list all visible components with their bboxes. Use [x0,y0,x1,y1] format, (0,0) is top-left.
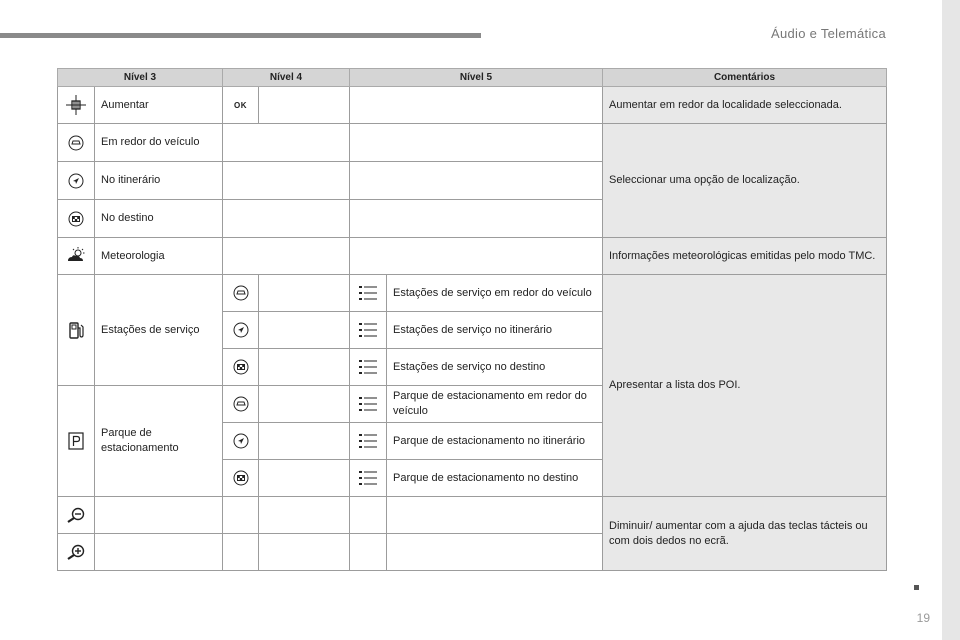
list-icon [350,386,387,423]
menu-item-weather: Meteorologia [95,238,223,275]
destination-flag-icon [223,349,259,386]
comment-zoom-touch: Diminuir/ aumentar com a ajuda das teclas tácteis ou com dois dedos no ecrã. [603,497,887,571]
menu-item-at-destination: No destino [95,200,223,238]
header-level-5: Nível 5 [350,69,603,87]
table-row [58,124,887,162]
header-bar [0,33,481,38]
destination-flag-icon [223,460,259,497]
list-item-stations-route: Estações de serviço no itinerário [387,312,603,349]
route-icon [58,162,95,200]
list-item-parking-route: Parque de estacionamento no itinerário [387,423,603,460]
comment-zoom: Aumentar em redor da localidade seleccionada. [603,87,887,124]
table-row [58,497,887,534]
menu-item-around-vehicle: Em redor do veículo [95,124,223,162]
parking-icon [58,386,95,497]
menu-item-zoom: Aumentar [95,87,223,124]
fuel-pump-icon [58,275,95,386]
table-row [58,238,887,275]
route-icon [223,423,259,460]
ok-button [223,87,259,124]
section-title: Áudio e Telemática [770,26,886,41]
list-item-parking-destination: Parque de estacionamento no destino [387,460,603,497]
list-icon [350,423,387,460]
page-number: 19 [916,611,930,625]
list-icon [350,460,387,497]
list-item-stations-destination: Estações de serviço no destino [387,349,603,386]
menu-item-service-stations: Estações de serviço [95,275,223,386]
route-icon [223,312,259,349]
table-row [58,87,887,124]
list-icon [350,312,387,349]
weather-icon [58,238,95,275]
ok-label: OK [234,100,247,110]
header-comments: Comentários [603,69,887,87]
header-level-4: Nível 4 [223,69,350,87]
comment-poi: Apresentar a lista dos POI. [603,275,887,497]
destination-flag-icon [58,200,95,238]
header-level-3: Nível 3 [58,69,223,87]
list-icon [350,275,387,312]
list-icon [350,349,387,386]
car-around-icon [223,275,259,312]
navigation-menu-table [57,68,887,571]
car-around-icon [58,124,95,162]
comment-location: Seleccionar uma opção de localização. [603,124,887,238]
table-row [58,275,887,312]
end-marker [914,585,919,590]
comment-weather: Informações meteorológicas emitidas pelo modo TMC. [603,238,887,275]
list-item-stations-around: Estações de serviço em redor do veículo [387,275,603,312]
page-edge-strip [942,0,960,640]
menu-item-parking: Parque de estacionamento [95,386,223,497]
menu-item-on-route: No itinerário [95,162,223,200]
zoom-in-icon [58,534,95,571]
car-around-icon [223,386,259,423]
crosshair-icon [58,87,95,124]
zoom-out-icon [58,497,95,534]
list-item-parking-around: Parque de estacionamento em redor do veículo [387,386,603,423]
